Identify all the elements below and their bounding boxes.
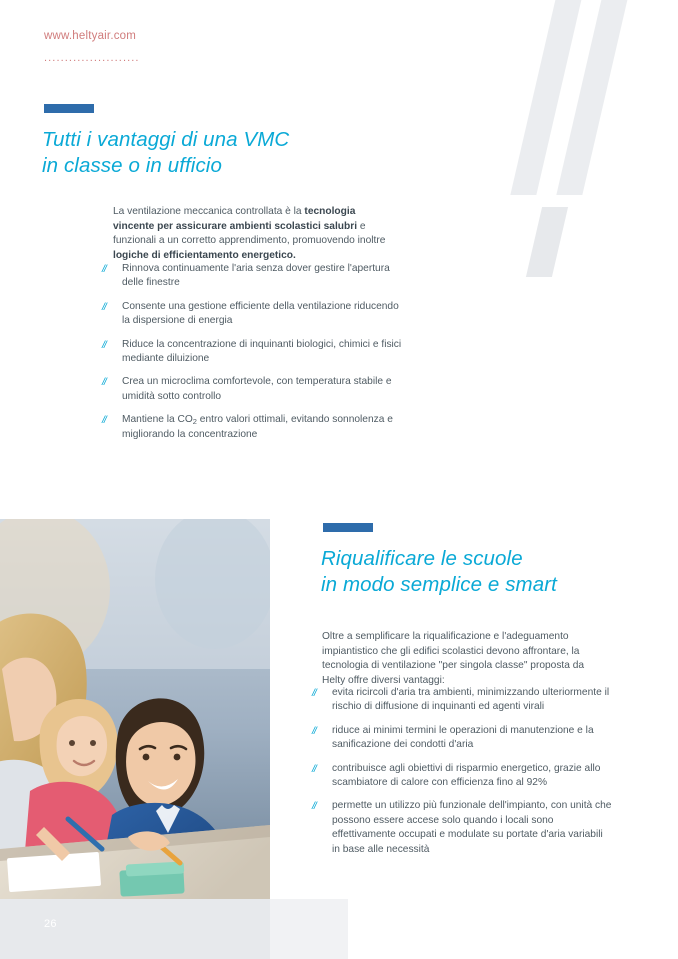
section1-intro-bold1: tecnologia vincente per assicurare ambienti scolastici salubri (113, 206, 358, 232)
dotted-rule: ....................... (44, 52, 140, 64)
section1-heading-line1: Tutti i vantaggi di una VMC (42, 128, 290, 151)
slash-shape-2 (556, 0, 629, 195)
section1-accent-bar (44, 104, 94, 113)
slash-marker-icon: // (312, 800, 316, 813)
list-item-text: Consente una gestione efficiente della ventilazione riducendo la dispersione di energia (122, 300, 399, 327)
page-number: 26 (44, 918, 57, 930)
slash-marker-icon: // (312, 687, 316, 699)
list-item-text: Riduce la concentrazione di inquinanti biologici, chimici e fisici mediante diluizione (122, 338, 402, 365)
list-item-subscript: 2 (192, 417, 197, 427)
slash-marker-icon: // (102, 414, 106, 427)
section2-intro: Oltre a semplificare la riqualificazione e l'adeguamento impiantistico che gli edifici scolastici devono affrontare, la tecnologia di ventilazione "per singola classe" proposta da Helty offre diversi vantaggi: (322, 631, 585, 686)
section2-accent-bar (323, 523, 373, 532)
section2-heading-line1: Riqualificare le scuole (321, 547, 523, 570)
slash-marker-icon: // (102, 338, 106, 351)
section1-heading-line2: in classe o in ufficio (42, 154, 222, 177)
list-item (312, 686, 612, 715)
footer-block-right (270, 899, 348, 959)
section2-heading (321, 546, 621, 598)
list-item (102, 300, 402, 329)
section1-intro-bold2: logiche di efficientamento energetico. (113, 249, 296, 261)
section1-intro-part2: e funzionali a un corretto apprendimento, promuovendo inoltre (113, 220, 386, 247)
slash-marker-icon: // (102, 300, 106, 313)
footer-block-left (0, 899, 270, 959)
list-item-text: permette un utilizzo più funzionale dell'impianto, con unità che possono essere accese solo quando i locali sono effettivamente occupati e modulate su portate d'aria variabili in base alle necessità (332, 800, 612, 855)
slash-marker-icon: // (312, 724, 316, 737)
list-item (312, 762, 612, 791)
list-item-text: riduce ai minimi termini le operazioni di manutenzione e la sanificazione dei condotti d'aria (332, 724, 594, 751)
section2-bullet-list (312, 686, 612, 866)
section2-heading-line2: in modo semplice e smart (321, 573, 557, 596)
section1-bullet-list (102, 262, 402, 451)
list-item-text: evita ricircoli d'aria tra ambienti, minimizzando ulteriormente il rischio di diffusione di inquinanti ed agenti virali (332, 687, 610, 713)
slash-shape-1 (510, 0, 583, 195)
section1-intro (113, 205, 398, 263)
list-item (102, 338, 402, 367)
list-item (312, 799, 612, 857)
list-item (102, 262, 402, 291)
list-item-text: Rinnova continuamente l'aria senza dover gestire l'apertura delle finestre (122, 263, 390, 289)
site-url: www.heltyair.com (44, 30, 137, 42)
list-item (312, 724, 612, 753)
slash-shape-3 (526, 207, 568, 277)
section1-heading (42, 127, 372, 179)
section1-intro-part1: La ventilazione meccanica controllata è la (113, 206, 305, 217)
list-item-text-pre: Mantiene la CO (122, 414, 193, 426)
list-item-text: Crea un microclima comfortevole, con temperatura stabile e umidità sotto controllo (122, 376, 392, 402)
slash-marker-icon: // (312, 762, 316, 775)
list-item-text: contribuisce agli obiettivi di risparmio energetico, grazie allo scambiatore di calore con efficienza fino al 92% (332, 762, 601, 789)
classroom-photo (0, 519, 270, 899)
list-item-text-post: entro valori ottimali, evitando sonnolenza e migliorando la concentrazione (122, 414, 393, 440)
list-item (102, 375, 402, 404)
slash-marker-icon: // (102, 263, 106, 275)
slash-marker-icon: // (102, 376, 106, 389)
list-item-co2 (102, 413, 402, 442)
decorative-slashes (478, 0, 678, 290)
